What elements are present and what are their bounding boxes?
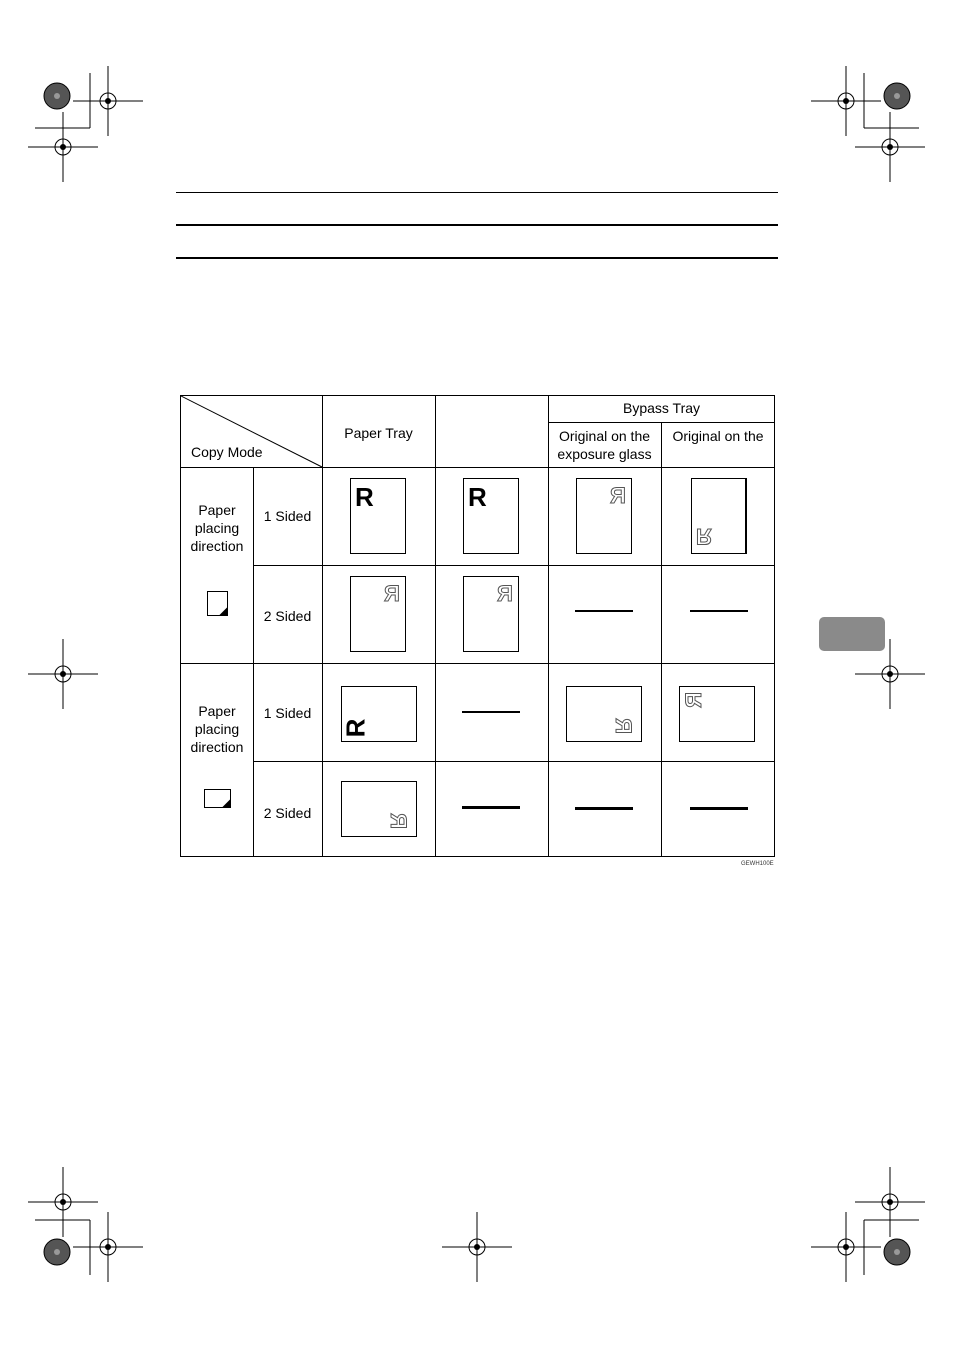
- not-available-line: [690, 807, 748, 810]
- row-group-2-label: Paper placing direction: [190, 703, 244, 755]
- header-rule-1: [176, 224, 778, 226]
- row-divider: [181, 663, 775, 664]
- paper-sheet: [463, 576, 519, 652]
- not-available-line: [690, 610, 748, 612]
- paper-sheet: [566, 686, 642, 742]
- figure-code: GEWH100E: [741, 861, 774, 867]
- header-bypass-glass: Original on the exposure glass: [557, 428, 652, 462]
- chapter-tab-marker: [819, 617, 885, 651]
- ghost-letter: R: [384, 581, 400, 606]
- copy-mode-table: [180, 395, 775, 857]
- ghost-letter: R: [385, 813, 411, 829]
- landscape-paper-icon: [204, 789, 232, 809]
- orientation-letter: R: [355, 482, 374, 512]
- portrait-paper-icon: [207, 591, 229, 617]
- header-paper-tray: Paper Tray: [344, 425, 413, 441]
- header-bypass-tray: Bypass Tray: [622, 400, 701, 416]
- col-divider: [435, 396, 436, 857]
- header-bypass-other: Original on the: [672, 428, 764, 444]
- ghost-letter: R: [696, 524, 712, 549]
- ghost-letter: R: [680, 692, 706, 708]
- not-available-line: [462, 806, 520, 809]
- row-divider: [253, 761, 775, 762]
- row-divider: [548, 422, 775, 423]
- col-divider: [661, 422, 662, 857]
- header-copy-mode: Copy Mode: [191, 444, 263, 460]
- paper-sheet: [679, 686, 755, 742]
- row-2-sided-label: 2 Sided: [263, 608, 312, 624]
- header-rule-thin: [176, 192, 778, 193]
- paper-sheet: [576, 478, 632, 554]
- paper-sheet: [341, 686, 417, 742]
- orientation-letter: R: [340, 718, 371, 738]
- paper-sheet: [350, 576, 406, 652]
- ghost-letter: R: [497, 581, 513, 606]
- row-divider: [253, 565, 775, 566]
- not-available-line: [575, 807, 633, 810]
- not-available-line: [462, 711, 520, 713]
- row-1-sided-label: 1 Sided: [263, 508, 312, 524]
- paper-sheet: [463, 478, 519, 554]
- row-2-sided-label-2: 2 Sided: [263, 805, 312, 821]
- paper-sheet: [691, 478, 747, 554]
- col-divider: [548, 396, 549, 857]
- orientation-letter: R: [468, 482, 487, 512]
- paper-sheet: [350, 478, 406, 554]
- paper-sheet: [341, 781, 417, 837]
- not-available-line: [575, 610, 633, 612]
- row-group-1-label: Paper placing direction: [190, 502, 244, 554]
- row-1-sided-label-2: 1 Sided: [263, 705, 312, 721]
- ghost-letter: R: [610, 718, 636, 734]
- ghost-letter: R: [610, 483, 626, 508]
- header-rule-2: [176, 257, 778, 259]
